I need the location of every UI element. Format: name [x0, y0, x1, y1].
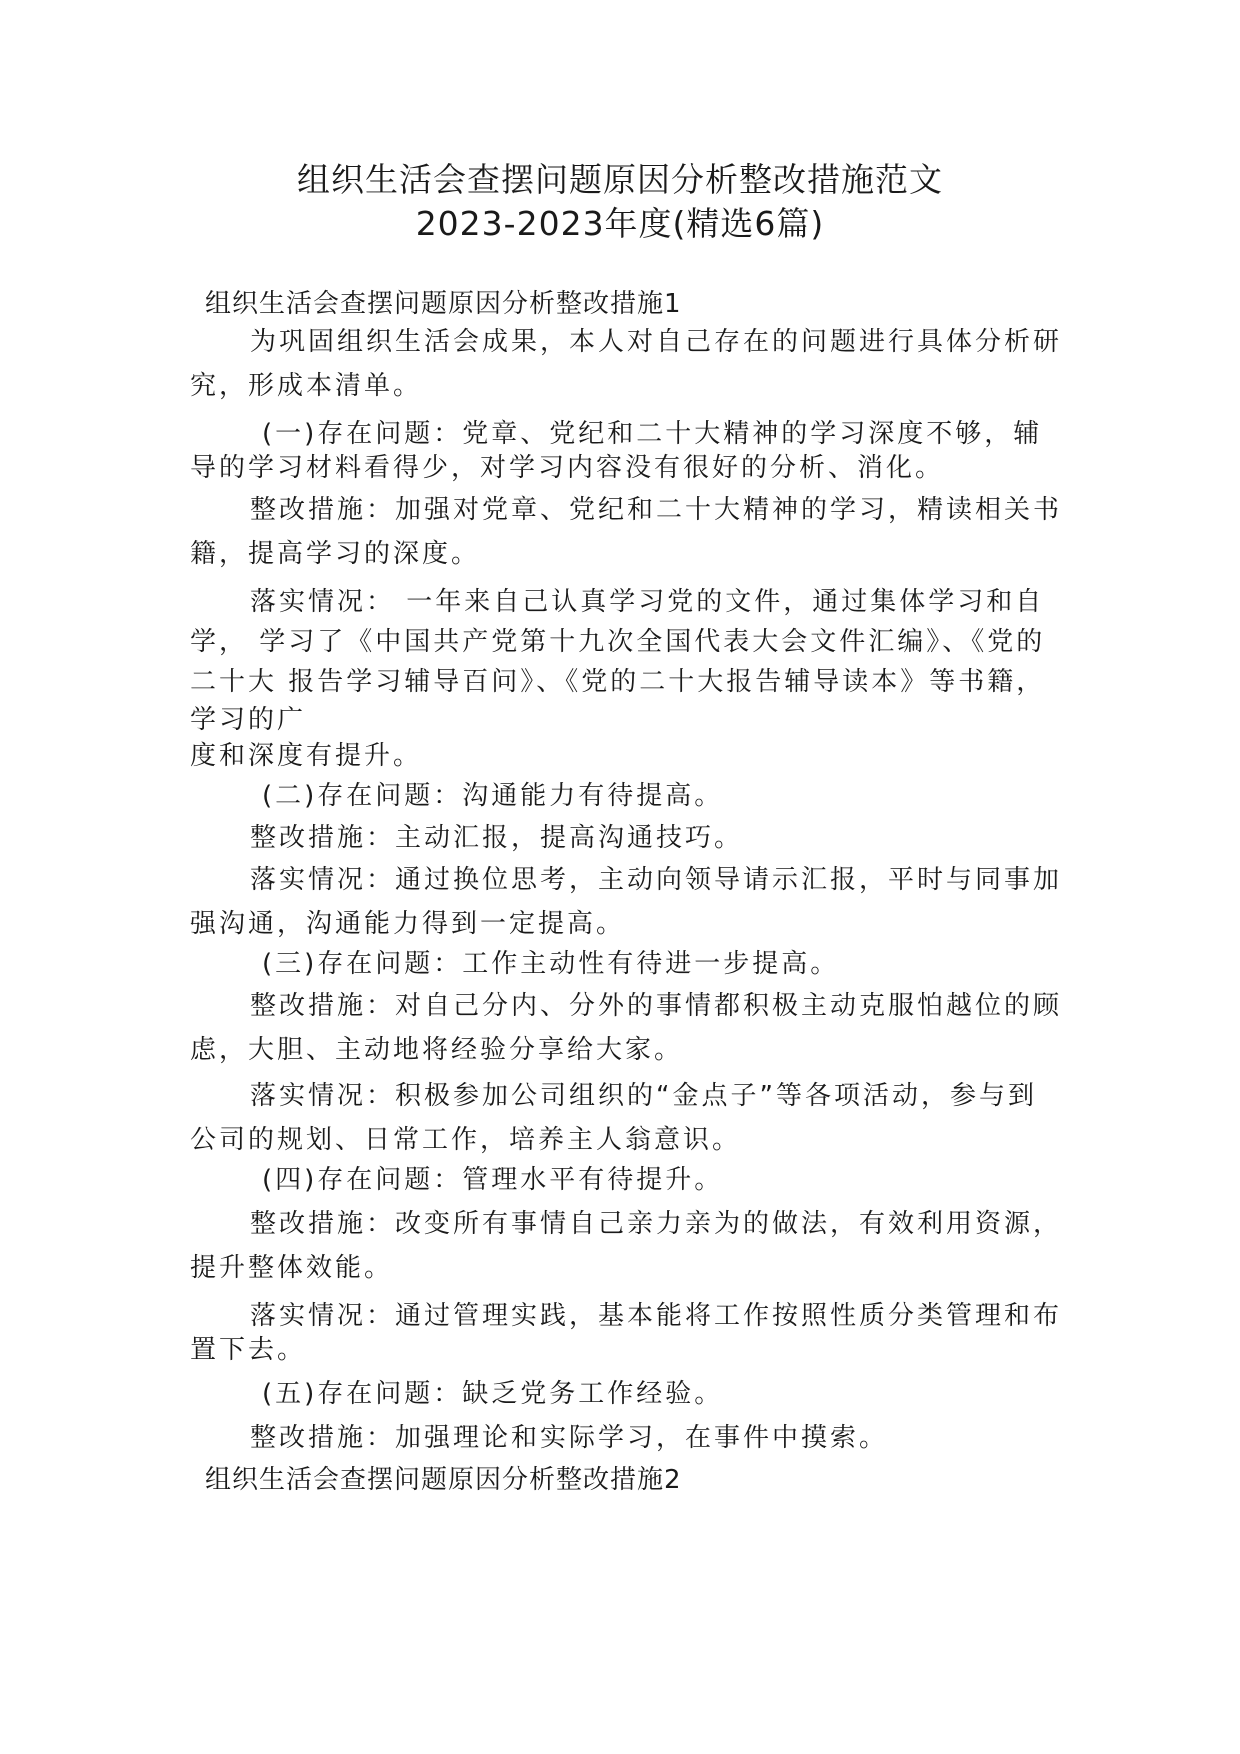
paragraph-line: 落实情况：通过换位思考，主动向领导请示汇报，平时与同事加: [250, 865, 1063, 895]
paragraph-line: 置下去。: [190, 1335, 307, 1365]
paragraph-line: 整改措施：改变所有事情自己亲力亲为的做法，有效利用资源，: [250, 1209, 1063, 1239]
paragraph-line: 整改措施：加强对党章、党纪和二十大精神的学习，精读相关书: [250, 495, 1063, 525]
paragraph-line: 落实情况：积极参加公司组织的“金点子”等各项活动，参与到: [250, 1081, 1037, 1111]
paragraph-line: 学， 学习了《中国共产党第十九次全国代表大会文件汇编》、《党的: [190, 627, 1046, 657]
section-heading-2: 组织生活会查摆问题原因分析整改措施2: [205, 1465, 682, 1495]
paragraph-line: 落实情况： 一年来自己认真学习党的文件，通过集体学习和自: [250, 587, 1045, 617]
paragraph-line: 学习的广: [190, 705, 307, 735]
paragraph-line: 籍，提高学习的深度。: [190, 539, 481, 569]
paragraph-line: 虑，大胆、主动地将经验分享给大家。: [190, 1035, 684, 1065]
paragraph-line: 整改措施：加强理论和实际学习，在事件中摸索。: [250, 1423, 889, 1453]
paragraph-line: 整改措施：主动汇报，提高沟通技巧。: [250, 823, 744, 853]
paragraph-line: 强沟通，沟通能力得到一定提高。: [190, 909, 626, 939]
paragraph-line: (三)存在问题：工作主动性有待进一步提高。: [262, 949, 840, 979]
paragraph-line: 整改措施：对自己分内、分外的事情都积极主动克服怕越位的顾: [250, 991, 1063, 1021]
paragraph-line: (二)存在问题：沟通能力有待提高。: [262, 781, 724, 811]
paragraph-line: 导的学习材料看得少，对学习内容没有很好的分析、消化。: [190, 453, 945, 483]
paragraph-line: (五)存在问题：缺乏党务工作经验。: [262, 1379, 724, 1409]
paragraph-line: 提升整体效能。: [190, 1253, 394, 1283]
paragraph-line: (四)存在问题：管理水平有待提升。: [262, 1165, 724, 1195]
document-title-line-1: 组织生活会查摆问题原因分析整改措施范文: [297, 160, 943, 199]
paragraph-line: 度和深度有提升。: [190, 741, 423, 771]
paragraph-line: 究，形成本清单。: [190, 371, 423, 401]
paragraph-line: 为巩固组织生活会成果，本人对自己存在的问题进行具体分析研: [250, 327, 1063, 357]
paragraph-line: 落实情况：通过管理实践，基本能将工作按照性质分类管理和布: [250, 1301, 1063, 1331]
paragraph-line: (一)存在问题：党章、党纪和二十大精神的学习深度不够，辅: [262, 419, 1043, 449]
document-title-line-2: 2023-2023年度(精选6篇): [415, 204, 825, 243]
paragraph-line: 二十大 报告学习辅导百问》、《党的二十大报告辅导读本》等书籍，: [190, 667, 1046, 697]
paragraph-line: 公司的规划、日常工作，培养主人翁意识。: [190, 1125, 742, 1155]
section-heading-1: 组织生活会查摆问题原因分析整改措施1: [205, 289, 682, 319]
